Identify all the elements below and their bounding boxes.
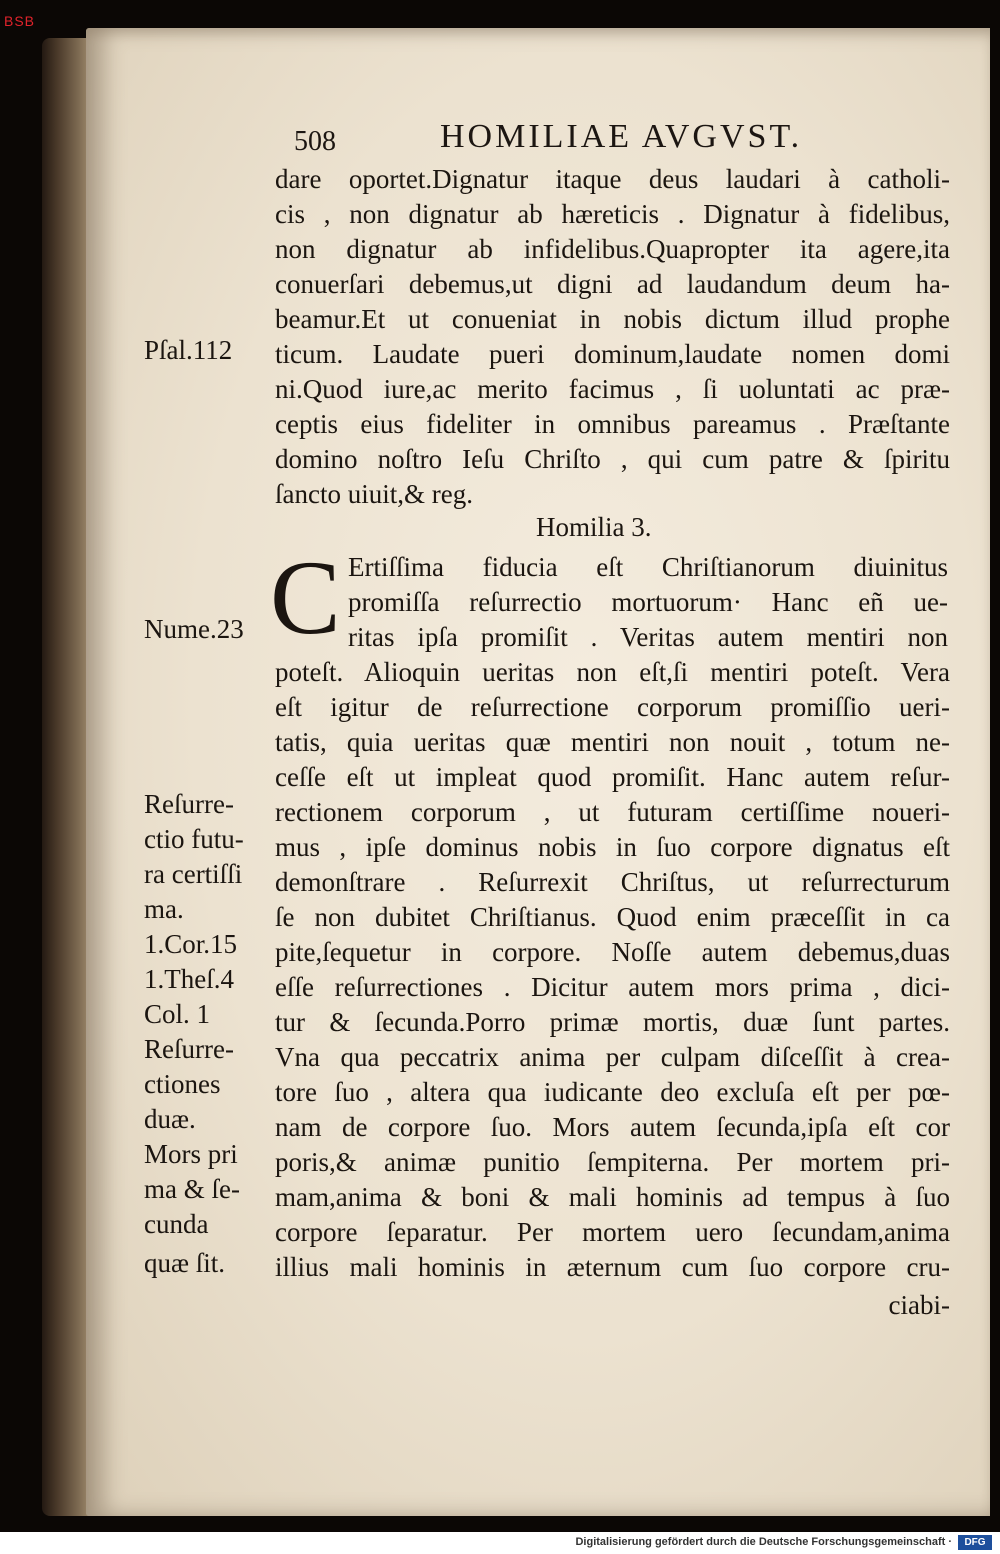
margin-note: 1.Cor.15 xyxy=(144,929,238,959)
margin-note: Nume.23 xyxy=(144,614,244,644)
text-line: eſſe reſurrectiones . Dicitur autem mors prima , dici- xyxy=(275,972,950,1002)
margin-note: ra certiſſi xyxy=(144,859,243,889)
text-line: domino noſtro Ieſu Chriſto , qui cum patre & ſpiritu xyxy=(275,444,950,474)
catchword: ciabi- xyxy=(888,1290,950,1320)
footer-credit: Digitalisierung gefördert durch die Deutsche Forschungsgemeinschaft · xyxy=(575,1536,952,1548)
margin-note: Pſal.112 xyxy=(144,335,233,365)
text-line: dare oportet.Dignatur itaque deus laudari à catholi- xyxy=(275,164,950,194)
text-line: promiſſa reſurrectio mortuorum· Hanc eñ ue- xyxy=(348,587,948,617)
text-line: ceſſe eſt ut impleat quod promiſit. Hanc autem reſur- xyxy=(275,762,950,792)
text-line: rectionem corporum , ut futuram certiſſime noueri- xyxy=(275,797,950,827)
text-line: corpore ſeparatur. Per mortem uero ſecundam,anima xyxy=(275,1217,950,1247)
text-line: Vna qua peccatrix anima per culpam diſceſſit à crea- xyxy=(275,1042,950,1072)
page-number: 508 xyxy=(294,126,336,157)
text-line: ritas ipſa promiſit . Veritas autem mentiri non xyxy=(348,622,948,652)
text-line: eſt igitur de reſurrectione corporum promiſſio ueri- xyxy=(275,692,950,722)
margin-note: Mors pri xyxy=(144,1139,238,1169)
margin-note: 1.Theſ.4 xyxy=(144,964,234,994)
text-line: Ertiſſima fiducia eſt Chriſtianorum diuinitus xyxy=(348,552,948,582)
text-line: ceptis eius fideliter in omnibus pareamus . Præſtante xyxy=(275,409,950,439)
margin-note: ma & ſe- xyxy=(144,1174,240,1204)
text-line: beamur.Et ut conueniat in nobis dictum illud prophe xyxy=(275,304,950,334)
margin-note: Reſurre- xyxy=(144,789,234,819)
dfg-logo: DFG xyxy=(958,1535,992,1550)
text-line: nam de corpore ſuo. Mors autem ſecunda,ipſa eſt cor xyxy=(275,1112,950,1142)
margin-note: ctiones xyxy=(144,1069,221,1099)
footer-bar xyxy=(0,1532,1000,1554)
margin-note: duæ. xyxy=(144,1104,196,1134)
margin-note: Reſurre- xyxy=(144,1034,234,1064)
text-line: demonſtrare . Reſurrexit Chriſtus, ut reſurrecturum xyxy=(275,867,950,897)
text-line: conuerſari debemus,ut digni ad laudandum deum ha- xyxy=(275,269,950,299)
text-line: cis , non dignatur ab hæreticis . Dignatur à fidelibus, xyxy=(275,199,950,229)
text-line: ni.Quod iure,ac merito facimus , ſi uoluntati ac præ- xyxy=(275,374,950,404)
text-line: tore ſuo , altera qua iudicante deo excluſa eſt per pœ- xyxy=(275,1077,950,1107)
text-line: poteſt. Alioquin ueritas non eſt,ſi mentiri poteſt. Vera xyxy=(275,657,950,687)
text-line: illius mali hominis in æternum cum ſuo corpore cru- xyxy=(275,1252,950,1282)
text-line: ſe non dubitet Chriſtianus. Quod enim præceſſit in ca xyxy=(275,902,950,932)
text-line: non dignatur ab infidelibus.Quapropter ita agere,ita xyxy=(275,234,950,264)
margin-note: cunda xyxy=(144,1209,209,1239)
bsb-watermark: BSB xyxy=(4,13,36,29)
margin-note: quæ ſit. xyxy=(144,1248,226,1278)
text-line: pite,ſequetur in corpore. Noſſe autem debemus,duas xyxy=(275,937,950,967)
drop-cap: C xyxy=(270,539,341,656)
section-heading: Homilia 3. xyxy=(536,512,652,542)
margin-note: ma. xyxy=(144,894,184,924)
text-line: mus , ipſe dominus nobis in ſuo corpore dignatus eſt xyxy=(275,832,950,862)
running-title: HOMILIAE AVGVST. xyxy=(440,118,803,155)
text-line: tatis, quia ueritas quæ mentiri non nouit , totum ne- xyxy=(275,727,950,757)
text-line: ticum. Laudate pueri dominum,laudate nomen domi xyxy=(275,339,950,369)
text-line: poris,& animæ punitio ſempiterna. Per mortem pri- xyxy=(275,1147,950,1177)
text-line: ſancto uiuit,& reg. xyxy=(275,479,473,509)
margin-note: Col. 1 xyxy=(144,999,211,1029)
text-line: mam,anima & boni & mali hominis ad tempus à ſuo xyxy=(275,1182,950,1212)
margin-note: ctio futu- xyxy=(144,824,244,854)
text-line: tur & ſecunda.Porro primæ mortis, duæ ſunt partes. xyxy=(275,1007,950,1037)
